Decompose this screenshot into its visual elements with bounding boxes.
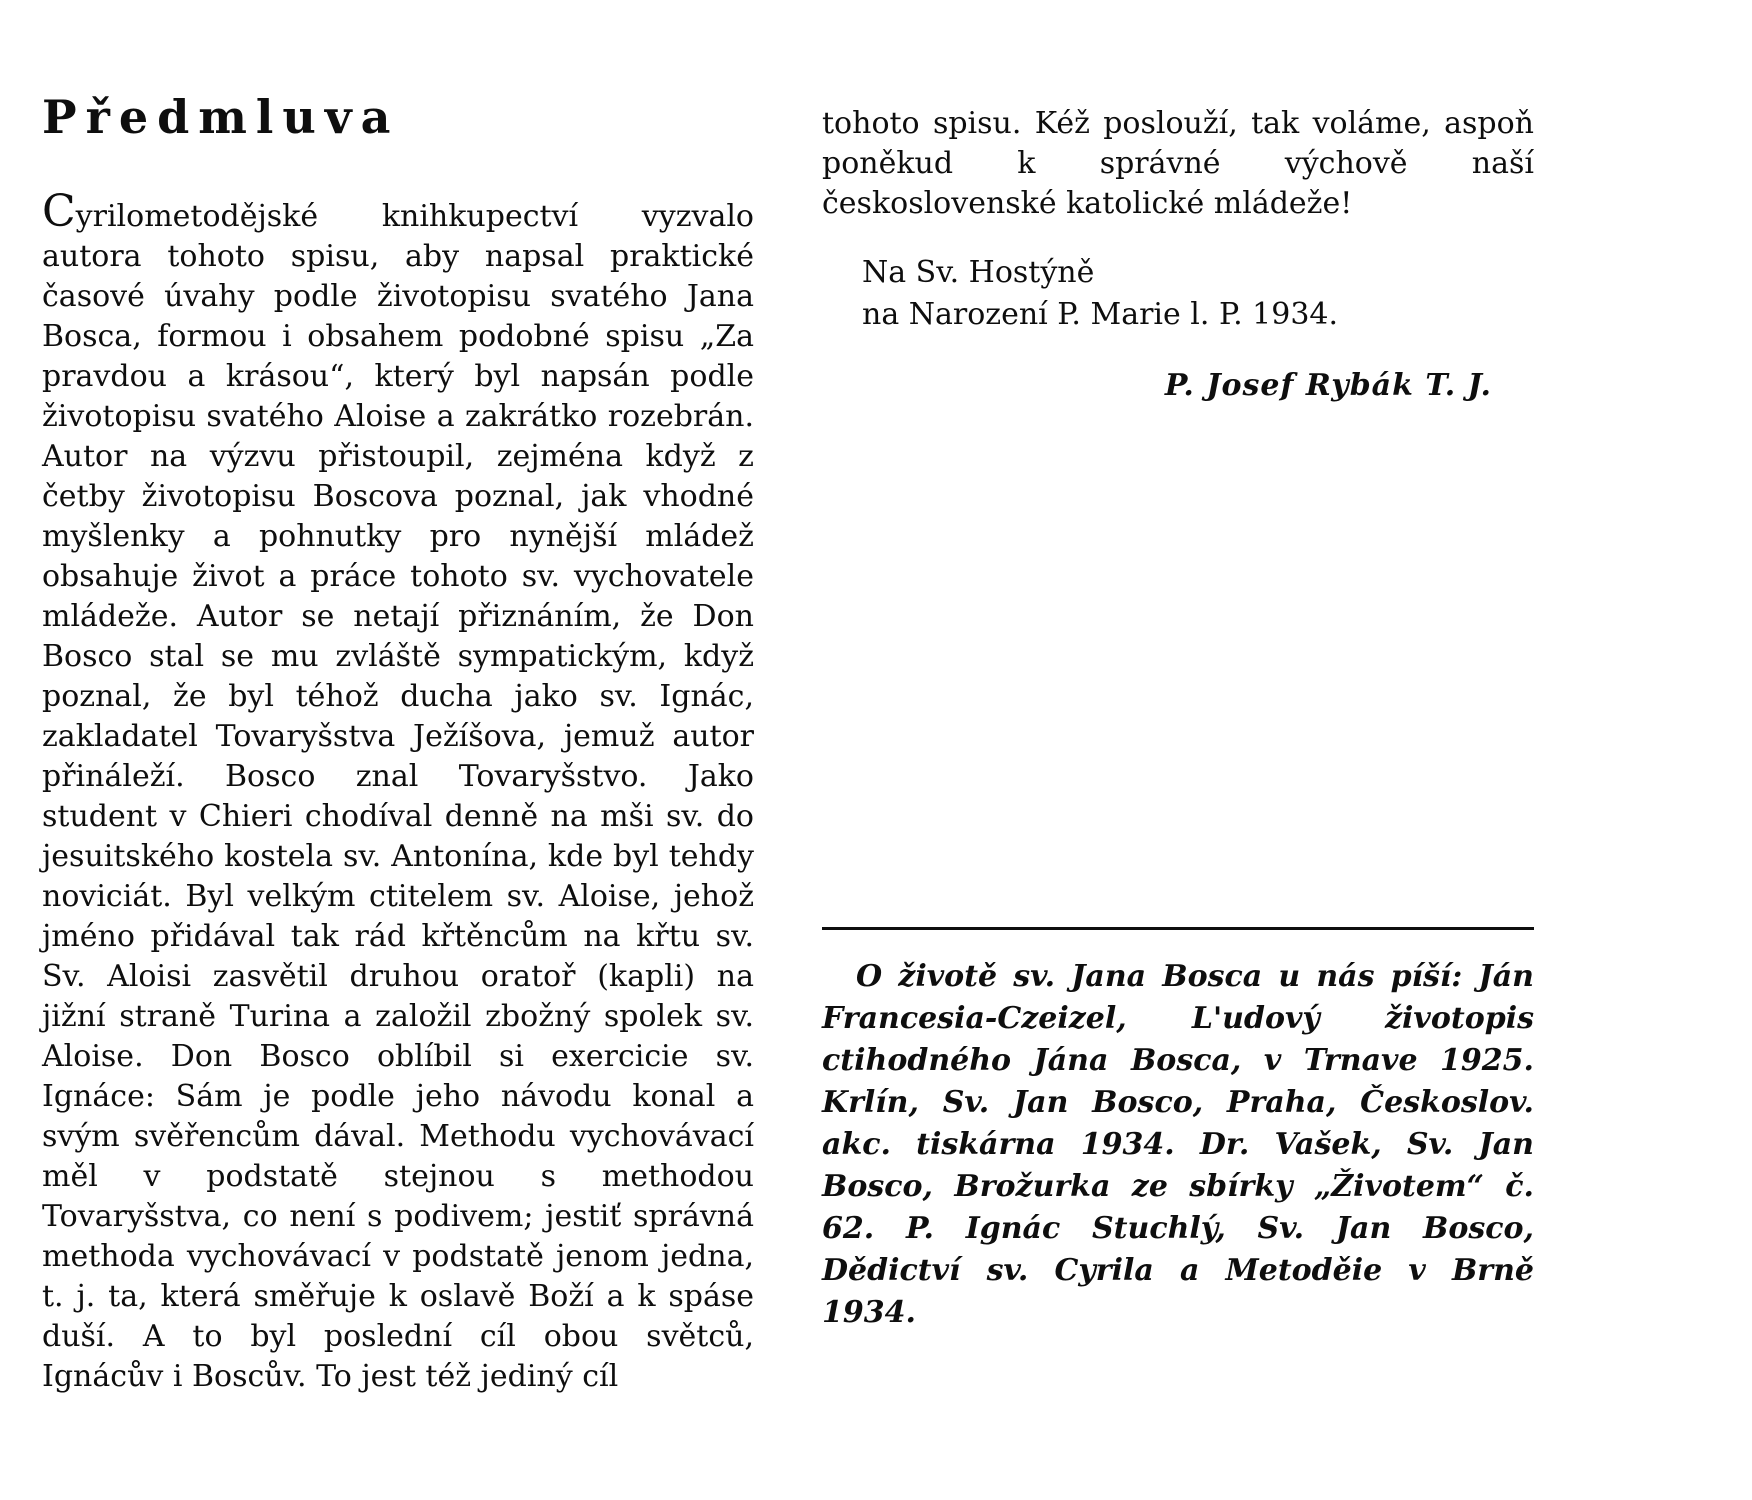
page-title: Předmluva <box>42 90 400 144</box>
drop-cap-initial: C <box>42 185 76 237</box>
continuation-paragraph: tohoto spisu. Kéž poslouží, tak voláme, aspoň poněkud k správné výchově naší československé katolické mládeže! <box>822 106 1534 221</box>
bibliography-note: O životě sv. Jana Bosca u nás píší: Ján Francesia-Czeizel, L'udový životopis ctihodného Jána Bosca, v Trnave 1925. Krlín, Sv. Jan Bosco, Praha, Českoslov. akc. tiskárna 1934. Dr. Vašek, Sv. Jan Bosco, Brožurka ze sbírky „Životem“ č. 62. P. Ignác Stuchlý, Sv. Jan Bosco, Dědictví sv. Cyrila a Metoděie v Brně 1934. <box>822 959 1534 1330</box>
preface-paragraph <box>42 185 754 1397</box>
date-line: na Narození P. Marie l. P. 1934. <box>862 297 1339 332</box>
left-column <box>42 92 754 1397</box>
author-signature: P. Josef Rybák T. J. <box>1164 368 1492 403</box>
right-column <box>822 104 1534 1334</box>
footnote-divider <box>822 927 1534 930</box>
place-line: Na Sv. Hostýně <box>862 255 1095 290</box>
preface-text: yrilometodějské knihkupectví vyzvalo autora tohoto spisu, aby napsal praktické časové úvahy podle životopisu svatého Jana Bosca, formou i obsahem podobné spisu „Za pravdou a krásou“, který byl napsán podle životopisu svatého Aloise a zakrátko rozebrán. Autor na výzvu přistoupil, zejména když z četby životopisu Boscova poznal, jak vhodné myšlenky a pohnutky pro nynější mládež obsahuje život a práce tohoto sv. vychovatele mládeže. Autor se netají přiznáním, že Don Bosco stal se mu zvláště sympatickým, když poznal, že byl téhož ducha jako sv. Ignác, zakladatel Tovaryšstva Ježíšova, jemuž autor přináleží. Bosco znal Tovaryšstvo. Jako student v Chieri chodíval denně na mši sv. do jesuitského kostela sv. Antonína, kde byl tehdy noviciát. Byl velkým ctitelem sv. Aloise, jehož jméno přidával tak rád křtěncům na křtu sv. Sv. Aloisi zasvětil druhou oratoř (kapli) na jižní straně Turina a založil zbožný spolek sv. Aloise. Don Bosco oblíbil si exercicie sv. Ignáce: Sám je podle jeho návodu konal a svým svěřencům dával. Methodu vychovávací měl v podstatě stejnou s methodou Tovaryšstva, co není s podivem; jestiť správná methoda vychovávací v podstatě jenom jedna, t. j. ta, která směřuje k oslavě Boží a k spáse duší. A to byl poslední cíl obou světců, Ignácův i Boscův. To jest též jediný cíl <box>42 198 754 1394</box>
place-date-block <box>822 252 1534 336</box>
